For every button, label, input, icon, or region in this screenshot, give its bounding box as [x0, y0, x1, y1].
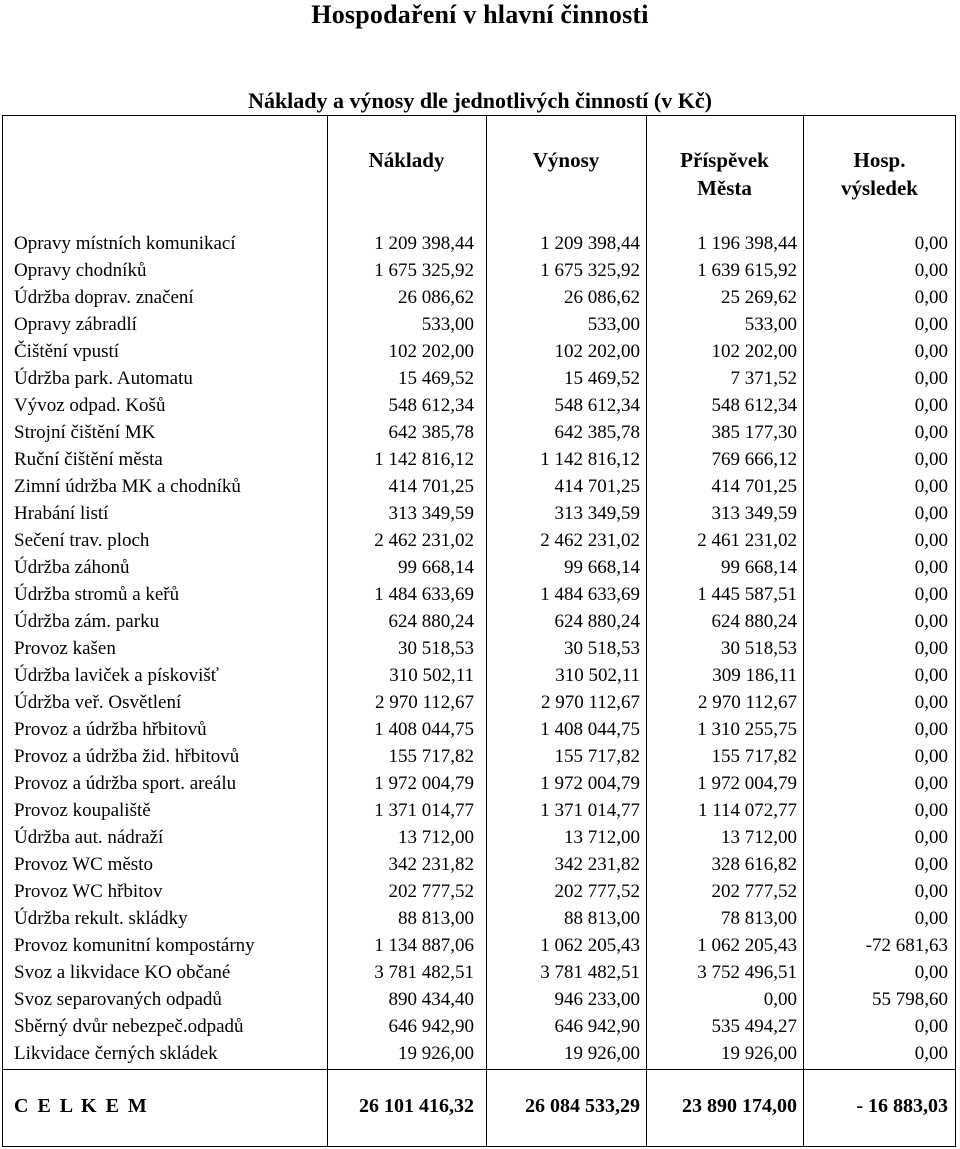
- row-vysledek: 0,00: [914, 881, 948, 902]
- row-name: Hrabání listí: [14, 503, 109, 524]
- row-naklady: 1 675 325,92: [374, 260, 474, 281]
- row-prispevek: 102 202,00: [711, 341, 797, 362]
- row-naklady: 1 371 014,77: [374, 800, 474, 821]
- row-naklady: 1 484 633,69: [374, 584, 474, 605]
- row-naklady: 13 712,00: [398, 827, 474, 848]
- row-vysledek: -72 681,63: [865, 935, 948, 956]
- row-name: Provoz a údržba hřbitovů: [14, 719, 207, 740]
- page-title: Hospodaření v hlavní činnosti: [311, 0, 649, 29]
- row-naklady: 19 926,00: [398, 1043, 474, 1064]
- row-naklady: 313 349,59: [388, 503, 474, 524]
- row-vynosy: 1 142 816,12: [540, 449, 640, 470]
- row-prispevek: 1 445 587,51: [697, 584, 797, 605]
- row-vysledek: 0,00: [914, 395, 948, 416]
- row-prispevek: 624 880,24: [711, 611, 797, 632]
- row-vynosy: 2 970 112,67: [540, 692, 640, 713]
- row-naklady: 1 972 004,79: [374, 773, 474, 794]
- row-vysledek: 0,00: [914, 260, 948, 281]
- row-vysledek: 0,00: [914, 1016, 948, 1037]
- row-vynosy: 30 518,53: [564, 638, 640, 659]
- row-prispevek: 313 349,59: [711, 503, 797, 524]
- row-vysledek: 0,00: [914, 476, 948, 497]
- row-vynosy: 642 385,78: [554, 422, 640, 443]
- row-vysledek: 0,00: [914, 746, 948, 767]
- row-naklady: 2 970 112,67: [374, 692, 474, 713]
- row-name: Svoz a likvidace KO občané: [14, 962, 231, 983]
- table-row: [0, 419, 960, 446]
- row-vynosy: 3 781 482,51: [540, 962, 640, 983]
- row-naklady: 3 781 482,51: [374, 962, 474, 983]
- row-name: Údržba zám. parku: [14, 611, 160, 632]
- row-prispevek: 30 518,53: [721, 638, 797, 659]
- row-prispevek: 99 668,14: [721, 557, 797, 578]
- row-prispevek: 1 310 255,75: [697, 719, 797, 740]
- row-prispevek: 1 114 072,77: [697, 800, 797, 821]
- row-name: Vývoz odpad. Košů: [14, 395, 166, 416]
- row-prispevek: 328 616,82: [711, 854, 797, 875]
- row-vynosy: 99 668,14: [564, 557, 640, 578]
- row-vysledek: 0,00: [914, 665, 948, 686]
- header-naklady: [327, 146, 486, 174]
- total-naklady: 26 101 416,32: [359, 1095, 474, 1117]
- row-vynosy: 26 086,62: [564, 287, 640, 308]
- row-naklady: 26 086,62: [398, 287, 474, 308]
- row-name: Provoz a údržba sport. areálu: [14, 773, 237, 794]
- table-row: [0, 500, 960, 527]
- row-vynosy: 88 813,00: [564, 908, 640, 929]
- row-naklady: 1 408 044,75: [374, 719, 474, 740]
- header-prispevek: [646, 146, 803, 202]
- table-row: [0, 392, 960, 419]
- table-row: [0, 662, 960, 689]
- total-vynosy: 26 084 533,29: [525, 1095, 640, 1117]
- row-name: Údržba rekult. skládky: [14, 908, 188, 929]
- row-vysledek: 0,00: [914, 557, 948, 578]
- row-naklady: 1 209 398,44: [374, 233, 474, 254]
- total-vysledek: - 16 883,03: [856, 1095, 948, 1117]
- row-name: Údržba záhonů: [14, 557, 130, 578]
- table-row: [0, 743, 960, 770]
- total-label: C E L K E M: [14, 1095, 149, 1117]
- row-name: Opravy zábradlí: [14, 314, 137, 335]
- row-prispevek: 2 970 112,67: [697, 692, 797, 713]
- row-vynosy: 548 612,34: [554, 395, 640, 416]
- header-prispevek-line1: Příspěvek: [680, 148, 769, 172]
- row-name: Likvidace černých skládek: [14, 1043, 218, 1064]
- row-naklady: 624 880,24: [388, 611, 474, 632]
- row-name: Provoz WC hřbitov: [14, 881, 163, 902]
- row-naklady: 646 942,90: [388, 1016, 474, 1037]
- row-naklady: 202 777,52: [388, 881, 474, 902]
- row-name: Provoz kašen: [14, 638, 116, 659]
- total-divider: [2, 1069, 956, 1070]
- table-row: [0, 473, 960, 500]
- row-vysledek: 0,00: [914, 827, 948, 848]
- row-prispevek: 2 461 231,02: [697, 530, 797, 551]
- row-name: Opravy místních komunikací: [14, 233, 236, 254]
- row-vynosy: 155 717,82: [554, 746, 640, 767]
- table-row: [0, 230, 960, 257]
- header-hosp-line2: výsledek: [840, 176, 918, 200]
- table-row: [0, 1040, 960, 1067]
- row-vynosy: 1 675 325,92: [540, 260, 640, 281]
- row-vynosy: 310 502,11: [555, 665, 640, 686]
- table-row: [0, 797, 960, 824]
- row-vysledek: 0,00: [914, 530, 948, 551]
- row-prispevek: 769 666,12: [711, 449, 797, 470]
- row-vysledek: 0,00: [914, 1043, 948, 1064]
- row-prispevek: 1 639 615,92: [697, 260, 797, 281]
- row-vynosy: 313 349,59: [554, 503, 640, 524]
- table-row: [0, 959, 960, 986]
- row-name: Zimní údržba MK a chodníků: [14, 476, 241, 497]
- row-prispevek: 1 062 205,43: [697, 935, 797, 956]
- row-vysledek: 0,00: [914, 854, 948, 875]
- row-vynosy: 1 972 004,79: [540, 773, 640, 794]
- header-prispevek-line2: Města: [697, 176, 752, 200]
- row-prispevek: 1 196 398,44: [697, 233, 797, 254]
- row-name: Provoz a údržba žid. hřbitovů: [14, 746, 240, 767]
- row-vysledek: 0,00: [914, 638, 948, 659]
- row-prispevek: 3 752 496,51: [697, 962, 797, 983]
- row-vysledek: 0,00: [914, 692, 948, 713]
- row-vynosy: 646 942,90: [554, 1016, 640, 1037]
- row-vynosy: 414 701,25: [554, 476, 640, 497]
- total-row: [0, 1092, 960, 1120]
- row-prispevek: 202 777,52: [711, 881, 797, 902]
- row-name: Údržba stromů a keřů: [14, 584, 180, 605]
- table-row: [0, 284, 960, 311]
- row-prispevek: 1 972 004,79: [697, 773, 797, 794]
- table-row: [0, 581, 960, 608]
- row-name: Provoz komunitní kompostárny: [14, 935, 255, 956]
- row-vynosy: 1 484 633,69: [540, 584, 640, 605]
- row-prispevek: 19 926,00: [721, 1043, 797, 1064]
- row-vynosy: 1 371 014,77: [540, 800, 640, 821]
- row-prispevek: 533,00: [744, 314, 797, 335]
- row-naklady: 155 717,82: [388, 746, 474, 767]
- row-name: Opravy chodníků: [14, 260, 147, 281]
- row-naklady: 342 231,82: [388, 854, 474, 875]
- row-name: Provoz WC město: [14, 854, 153, 875]
- row-prispevek: 548 612,34: [711, 395, 797, 416]
- row-naklady: 1 134 887,06: [374, 935, 474, 956]
- row-prispevek: 535 494,27: [711, 1016, 797, 1037]
- row-name: Údržba doprav. značení: [14, 287, 194, 308]
- row-naklady: 890 434,40: [388, 989, 474, 1010]
- row-prispevek: 7 371,52: [730, 368, 797, 389]
- row-vynosy: 19 926,00: [564, 1043, 640, 1064]
- header-vynosy: [486, 146, 646, 174]
- row-naklady: 102 202,00: [388, 341, 474, 362]
- table-row: [0, 311, 960, 338]
- row-name: Údržba laviček a pískovišť: [14, 665, 219, 686]
- row-naklady: 30 518,53: [398, 638, 474, 659]
- row-vysledek: 0,00: [914, 368, 948, 389]
- row-naklady: 99 668,14: [398, 557, 474, 578]
- row-vysledek: 0,00: [914, 773, 948, 794]
- table-body: [0, 230, 960, 1067]
- header-naklady-label: Náklady: [368, 148, 445, 172]
- row-name: Údržba park. Automatu: [14, 368, 193, 389]
- table-row: [0, 446, 960, 473]
- table-row: [0, 905, 960, 932]
- row-vysledek: 0,00: [914, 233, 948, 254]
- row-naklady: 414 701,25: [388, 476, 474, 497]
- table-row: [0, 635, 960, 662]
- row-naklady: 533,00: [421, 314, 474, 335]
- row-prispevek: 385 177,30: [711, 422, 797, 443]
- row-naklady: 548 612,34: [388, 395, 474, 416]
- row-name: Údržba aut. nádraží: [14, 827, 164, 848]
- row-vysledek: 0,00: [914, 503, 948, 524]
- row-vynosy: 1 408 044,75: [540, 719, 640, 740]
- row-prispevek: 155 717,82: [711, 746, 797, 767]
- table-row: [0, 608, 960, 635]
- row-vysledek: 0,00: [914, 719, 948, 740]
- row-vysledek: 0,00: [914, 962, 948, 983]
- table-row: [0, 716, 960, 743]
- row-name: Provoz koupaliště: [14, 800, 151, 821]
- table-row: [0, 932, 960, 959]
- page-subtitle: Náklady a výnosy dle jednotlivých činností (v Kč): [248, 88, 712, 113]
- row-vynosy: 1 062 205,43: [540, 935, 640, 956]
- row-vysledek: 0,00: [914, 314, 948, 335]
- row-name: Svoz separovaných odpadů: [14, 989, 222, 1010]
- row-naklady: 1 142 816,12: [374, 449, 474, 470]
- row-vysledek: 0,00: [914, 800, 948, 821]
- row-name: Ruční čištění města: [14, 449, 163, 470]
- row-vynosy: 624 880,24: [554, 611, 640, 632]
- row-vynosy: 2 462 231,02: [540, 530, 640, 551]
- header-vynosy-label: Výnosy: [532, 148, 600, 172]
- row-prispevek: 309 186,11: [712, 665, 797, 686]
- row-vysledek: 0,00: [914, 908, 948, 929]
- row-name: Sběrný dvůr nebezpeč.odpadů: [14, 1016, 244, 1037]
- row-vynosy: 202 777,52: [554, 881, 640, 902]
- row-vynosy: 946 233,00: [554, 989, 640, 1010]
- header-hosp-vysledek: [803, 146, 956, 202]
- row-naklady: 15 469,52: [398, 368, 474, 389]
- table-row: [0, 338, 960, 365]
- row-prispevek: 13 712,00: [721, 827, 797, 848]
- row-vysledek: 0,00: [914, 341, 948, 362]
- row-vynosy: 1 209 398,44: [540, 233, 640, 254]
- row-vynosy: 102 202,00: [554, 341, 640, 362]
- row-prispevek: 25 269,62: [721, 287, 797, 308]
- row-vysledek: 0,00: [914, 287, 948, 308]
- table-row: [0, 878, 960, 905]
- header-hosp-line1: Hosp.: [853, 148, 906, 172]
- row-prispevek: 78 813,00: [721, 908, 797, 929]
- table-row: [0, 1013, 960, 1040]
- row-naklady: 642 385,78: [388, 422, 474, 443]
- row-prispevek: 414 701,25: [711, 476, 797, 497]
- table-row: [0, 851, 960, 878]
- table-row: [0, 527, 960, 554]
- row-name: Čištění vpustí: [14, 341, 120, 362]
- row-vynosy: 342 231,82: [554, 854, 640, 875]
- row-vysledek: 0,00: [914, 422, 948, 443]
- total-prispevek: 23 890 174,00: [682, 1095, 797, 1117]
- table-row: [0, 824, 960, 851]
- table-row: [0, 257, 960, 284]
- row-naklady: 88 813,00: [398, 908, 474, 929]
- row-vynosy: 15 469,52: [564, 368, 640, 389]
- row-vynosy: 13 712,00: [564, 827, 640, 848]
- row-name: Strojní čištění MK: [14, 422, 156, 443]
- row-naklady: 2 462 231,02: [374, 530, 474, 551]
- table-row: [0, 365, 960, 392]
- table-row: [0, 770, 960, 797]
- table-row: [0, 554, 960, 581]
- row-vysledek: 0,00: [914, 584, 948, 605]
- row-vysledek: 55 798,60: [872, 989, 948, 1010]
- table-row: [0, 986, 960, 1013]
- row-prispevek: 0,00: [763, 989, 797, 1010]
- row-vysledek: 0,00: [914, 449, 948, 470]
- row-naklady: 310 502,11: [389, 665, 474, 686]
- row-vynosy: 533,00: [587, 314, 640, 335]
- table-row: [0, 689, 960, 716]
- row-vysledek: 0,00: [914, 611, 948, 632]
- row-name: Údržba veř. Osvětlení: [14, 692, 182, 713]
- row-name: Sečení trav. ploch: [14, 530, 150, 551]
